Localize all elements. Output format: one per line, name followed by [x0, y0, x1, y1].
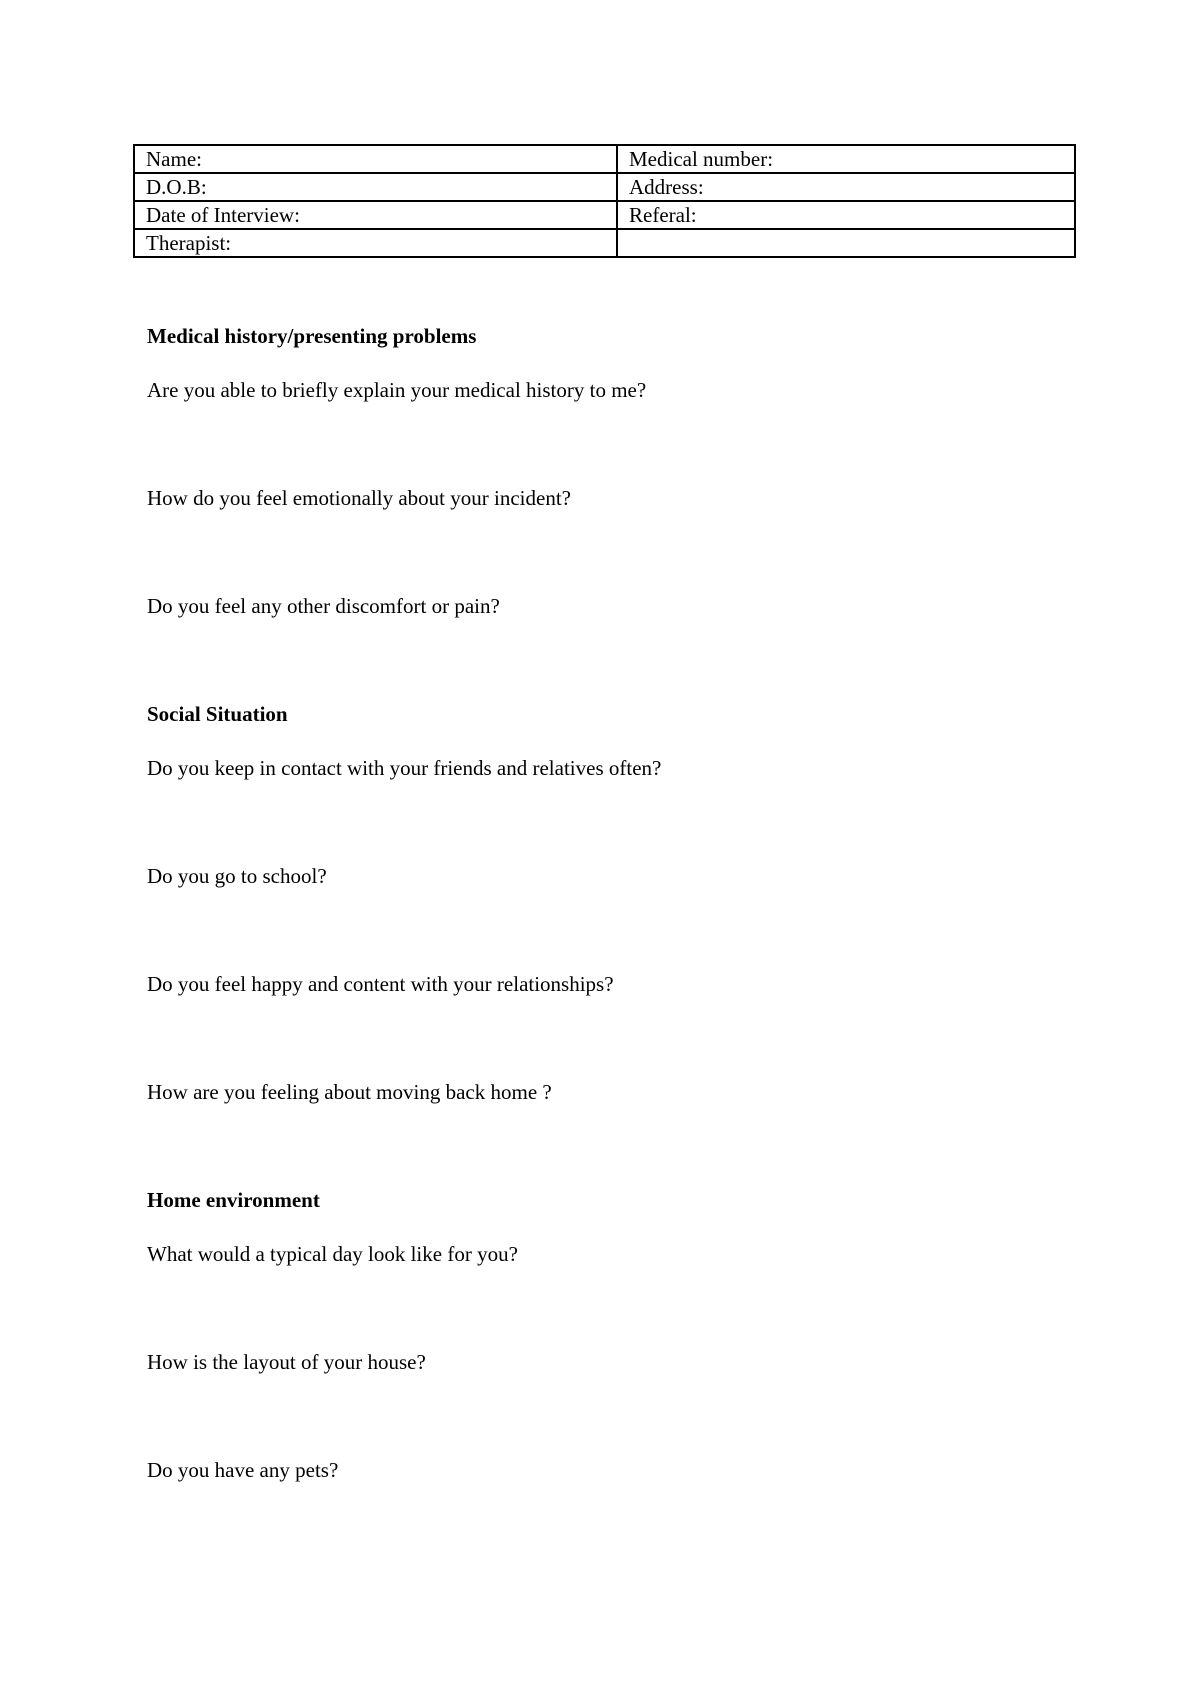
question-emotional-feelings: How do you feel emotionally about your incident?	[147, 486, 571, 510]
question-house-layout: How is the layout of your house?	[147, 1350, 426, 1374]
question-medical-history: Are you able to briefly explain your medical history to me?	[147, 378, 647, 402]
section-heading-social-situation: Social Situation	[147, 702, 288, 726]
question-pets: Do you have any pets?	[147, 1458, 339, 1482]
section-heading-home-environment: Home environment	[147, 1188, 320, 1212]
question-moving-home: How are you feeling about moving back home ?	[147, 1080, 552, 1104]
therapist-field: Therapist:	[134, 229, 617, 257]
table-row	[134, 173, 1075, 201]
question-relationships: Do you feel happy and content with your relationships?	[147, 972, 614, 996]
question-typical-day: What would a typical day look like for you?	[147, 1242, 518, 1266]
empty-cell	[617, 229, 1075, 257]
question-school: Do you go to school?	[147, 864, 327, 888]
referral-field: Referal:	[617, 201, 1075, 229]
patient-info-table	[133, 144, 1076, 258]
table-row	[134, 145, 1075, 173]
medical-number-field: Medical number:	[617, 145, 1075, 173]
question-contact-friends: Do you keep in contact with your friends and relatives often?	[147, 756, 662, 780]
section-heading-medical-history: Medical history/presenting problems	[147, 324, 477, 348]
table-row	[134, 229, 1075, 257]
date-of-interview-field: Date of Interview:	[134, 201, 617, 229]
question-discomfort-pain: Do you feel any other discomfort or pain?	[147, 594, 500, 618]
name-field: Name:	[134, 145, 617, 173]
table-row	[134, 201, 1075, 229]
address-field: Address:	[617, 173, 1075, 201]
dob-field: D.O.B:	[134, 173, 617, 201]
